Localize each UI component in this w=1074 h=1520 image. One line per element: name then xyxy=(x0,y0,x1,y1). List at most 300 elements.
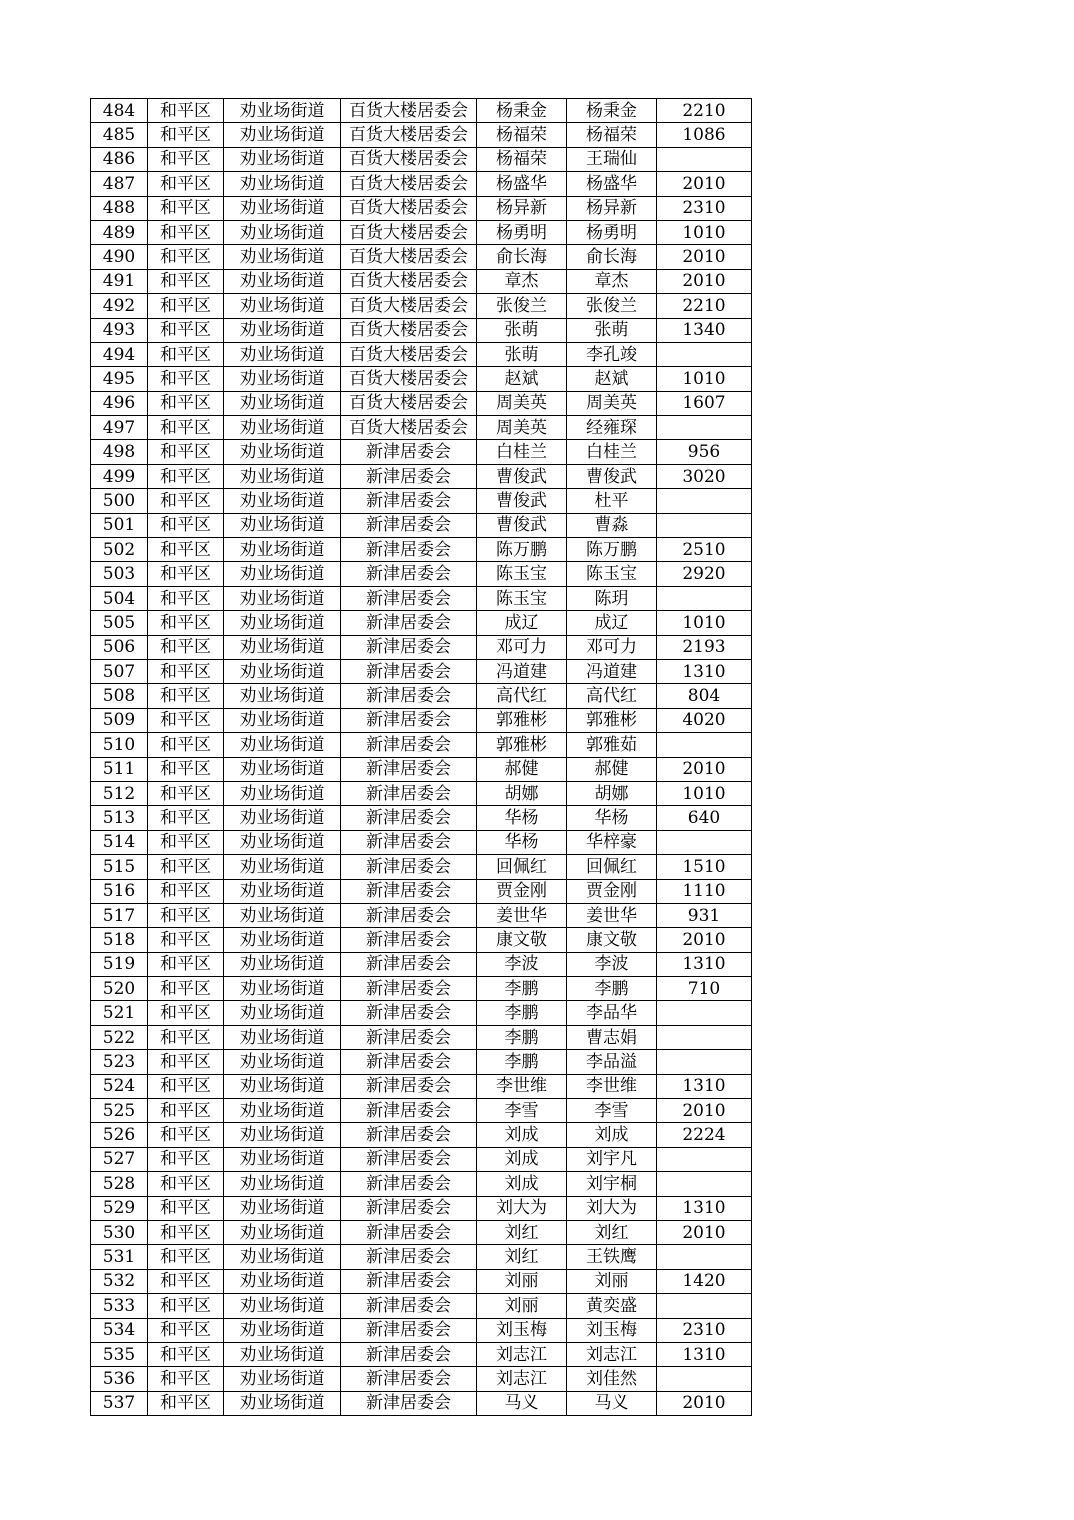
row-number-cell: 522 xyxy=(91,1025,148,1049)
district-cell: 和平区 xyxy=(148,489,224,513)
row-number-cell: 487 xyxy=(91,172,148,196)
householder-cell: 李鹏 xyxy=(477,1001,567,1025)
row-number-cell: 496 xyxy=(91,391,148,415)
member-cell: 冯道建 xyxy=(567,659,657,683)
amount-cell xyxy=(657,1050,752,1074)
row-number-cell: 533 xyxy=(91,1294,148,1318)
district-cell: 和平区 xyxy=(148,1074,224,1098)
row-number-cell: 491 xyxy=(91,269,148,293)
householder-cell: 白桂兰 xyxy=(477,440,567,464)
member-cell: 杨勇明 xyxy=(567,220,657,244)
amount-cell: 2010 xyxy=(657,1391,752,1415)
member-cell: 刘佳然 xyxy=(567,1367,657,1391)
street-cell: 劝业场街道 xyxy=(224,513,341,537)
street-cell: 劝业场街道 xyxy=(224,733,341,757)
amount-cell: 1420 xyxy=(657,1269,752,1293)
table-row xyxy=(91,513,752,537)
district-cell: 和平区 xyxy=(148,391,224,415)
committee-cell: 新津居委会 xyxy=(341,1391,477,1415)
member-cell: 李孔竣 xyxy=(567,342,657,366)
committee-cell: 新津居委会 xyxy=(341,855,477,879)
householder-cell: 周美英 xyxy=(477,416,567,440)
data-table xyxy=(90,98,752,1416)
householder-cell: 张萌 xyxy=(477,318,567,342)
table-row xyxy=(91,1391,752,1415)
member-cell: 刘宇凡 xyxy=(567,1147,657,1171)
householder-cell: 陈万鹏 xyxy=(477,538,567,562)
district-cell: 和平区 xyxy=(148,1245,224,1269)
district-cell: 和平区 xyxy=(148,1220,224,1244)
street-cell: 劝业场街道 xyxy=(224,1269,341,1293)
row-number-cell: 493 xyxy=(91,318,148,342)
householder-cell: 陈玉宝 xyxy=(477,562,567,586)
amount-cell: 2010 xyxy=(657,928,752,952)
householder-cell: 郭雅彬 xyxy=(477,708,567,732)
table-row xyxy=(91,1245,752,1269)
street-cell: 劝业场街道 xyxy=(224,99,341,123)
householder-cell: 杨福荣 xyxy=(477,147,567,171)
householder-cell: 李鹏 xyxy=(477,1025,567,1049)
district-cell: 和平区 xyxy=(148,903,224,927)
amount-cell: 2010 xyxy=(657,757,752,781)
table-row xyxy=(91,879,752,903)
table-row xyxy=(91,1074,752,1098)
table-row xyxy=(91,99,752,123)
table-row xyxy=(91,391,752,415)
member-cell: 刘宇桐 xyxy=(567,1172,657,1196)
street-cell: 劝业场街道 xyxy=(224,781,341,805)
street-cell: 劝业场街道 xyxy=(224,879,341,903)
member-cell: 刘大为 xyxy=(567,1196,657,1220)
district-cell: 和平区 xyxy=(148,318,224,342)
table-row xyxy=(91,1050,752,1074)
householder-cell: 杨勇明 xyxy=(477,220,567,244)
amount-cell: 1310 xyxy=(657,952,752,976)
committee-cell: 百货大楼居委会 xyxy=(341,196,477,220)
street-cell: 劝业场街道 xyxy=(224,1123,341,1147)
street-cell: 劝业场街道 xyxy=(224,977,341,1001)
district-cell: 和平区 xyxy=(148,1269,224,1293)
member-cell: 姜世华 xyxy=(567,903,657,927)
street-cell: 劝业场街道 xyxy=(224,1147,341,1171)
district-cell: 和平区 xyxy=(148,952,224,976)
street-cell: 劝业场街道 xyxy=(224,586,341,610)
member-cell: 李波 xyxy=(567,952,657,976)
committee-cell: 百货大楼居委会 xyxy=(341,245,477,269)
amount-cell: 2920 xyxy=(657,562,752,586)
member-cell: 白桂兰 xyxy=(567,440,657,464)
street-cell: 劝业场街道 xyxy=(224,708,341,732)
district-cell: 和平区 xyxy=(148,611,224,635)
member-cell: 杨秉金 xyxy=(567,99,657,123)
committee-cell: 新津居委会 xyxy=(341,806,477,830)
member-cell: 华杨 xyxy=(567,806,657,830)
committee-cell: 新津居委会 xyxy=(341,1074,477,1098)
committee-cell: 新津居委会 xyxy=(341,586,477,610)
committee-cell: 百货大楼居委会 xyxy=(341,342,477,366)
householder-cell: 刘红 xyxy=(477,1220,567,1244)
amount-cell: 1110 xyxy=(657,879,752,903)
street-cell: 劝业场街道 xyxy=(224,903,341,927)
committee-cell: 百货大楼居委会 xyxy=(341,172,477,196)
member-cell: 王铁鹰 xyxy=(567,1245,657,1269)
member-cell: 陈玉宝 xyxy=(567,562,657,586)
row-number-cell: 521 xyxy=(91,1001,148,1025)
street-cell: 劝业场街道 xyxy=(224,318,341,342)
street-cell: 劝业场街道 xyxy=(224,928,341,952)
committee-cell: 新津居委会 xyxy=(341,1342,477,1366)
committee-cell: 百货大楼居委会 xyxy=(341,220,477,244)
member-cell: 张萌 xyxy=(567,318,657,342)
householder-cell: 曹俊武 xyxy=(477,464,567,488)
district-cell: 和平区 xyxy=(148,1123,224,1147)
street-cell: 劝业场街道 xyxy=(224,757,341,781)
row-number-cell: 525 xyxy=(91,1099,148,1123)
district-cell: 和平区 xyxy=(148,684,224,708)
table-row xyxy=(91,757,752,781)
member-cell: 经雍琛 xyxy=(567,416,657,440)
householder-cell: 曹俊武 xyxy=(477,489,567,513)
committee-cell: 新津居委会 xyxy=(341,1245,477,1269)
row-number-cell: 534 xyxy=(91,1318,148,1342)
amount-cell: 640 xyxy=(657,806,752,830)
district-cell: 和平区 xyxy=(148,1391,224,1415)
street-cell: 劝业场街道 xyxy=(224,245,341,269)
row-number-cell: 502 xyxy=(91,538,148,562)
member-cell: 陈万鹏 xyxy=(567,538,657,562)
table-row xyxy=(91,562,752,586)
table-row xyxy=(91,489,752,513)
street-cell: 劝业场街道 xyxy=(224,1074,341,1098)
table-row xyxy=(91,172,752,196)
householder-cell: 刘大为 xyxy=(477,1196,567,1220)
member-cell: 李雪 xyxy=(567,1099,657,1123)
district-cell: 和平区 xyxy=(148,294,224,318)
amount-cell: 1340 xyxy=(657,318,752,342)
district-cell: 和平区 xyxy=(148,855,224,879)
committee-cell: 新津居委会 xyxy=(341,513,477,537)
amount-cell: 2010 xyxy=(657,1099,752,1123)
amount-cell xyxy=(657,342,752,366)
householder-cell: 李世维 xyxy=(477,1074,567,1098)
amount-cell xyxy=(657,513,752,537)
householder-cell: 冯道建 xyxy=(477,659,567,683)
amount-cell: 2010 xyxy=(657,245,752,269)
amount-cell: 2510 xyxy=(657,538,752,562)
committee-cell: 百货大楼居委会 xyxy=(341,99,477,123)
householder-cell: 刘成 xyxy=(477,1172,567,1196)
table-row xyxy=(91,440,752,464)
table-row xyxy=(91,586,752,610)
street-cell: 劝业场街道 xyxy=(224,1050,341,1074)
householder-cell: 李波 xyxy=(477,952,567,976)
row-number-cell: 507 xyxy=(91,659,148,683)
table-row xyxy=(91,1025,752,1049)
member-cell: 章杰 xyxy=(567,269,657,293)
street-cell: 劝业场街道 xyxy=(224,806,341,830)
row-number-cell: 513 xyxy=(91,806,148,830)
committee-cell: 新津居委会 xyxy=(341,489,477,513)
street-cell: 劝业场街道 xyxy=(224,440,341,464)
amount-cell: 2210 xyxy=(657,294,752,318)
amount-cell: 2310 xyxy=(657,196,752,220)
committee-cell: 新津居委会 xyxy=(341,903,477,927)
committee-cell: 新津居委会 xyxy=(341,1269,477,1293)
member-cell: 周美英 xyxy=(567,391,657,415)
table-row xyxy=(91,1001,752,1025)
householder-cell: 成辽 xyxy=(477,611,567,635)
householder-cell: 胡娜 xyxy=(477,781,567,805)
street-cell: 劝业场街道 xyxy=(224,123,341,147)
row-number-cell: 518 xyxy=(91,928,148,952)
row-number-cell: 509 xyxy=(91,708,148,732)
householder-cell: 回佩红 xyxy=(477,855,567,879)
table-row xyxy=(91,635,752,659)
member-cell: 李品溢 xyxy=(567,1050,657,1074)
committee-cell: 百货大楼居委会 xyxy=(341,294,477,318)
amount-cell: 1010 xyxy=(657,611,752,635)
amount-cell xyxy=(657,416,752,440)
table-row xyxy=(91,781,752,805)
table-row xyxy=(91,708,752,732)
amount-cell: 1010 xyxy=(657,367,752,391)
district-cell: 和平区 xyxy=(148,757,224,781)
row-number-cell: 536 xyxy=(91,1367,148,1391)
row-number-cell: 524 xyxy=(91,1074,148,1098)
amount-cell: 3020 xyxy=(657,464,752,488)
table-row xyxy=(91,196,752,220)
table-row xyxy=(91,1147,752,1171)
table-row xyxy=(91,952,752,976)
table-row xyxy=(91,830,752,854)
householder-cell: 陈玉宝 xyxy=(477,586,567,610)
householder-cell: 曹俊武 xyxy=(477,513,567,537)
householder-cell: 贾金刚 xyxy=(477,879,567,903)
amount-cell xyxy=(657,147,752,171)
table-row xyxy=(91,1294,752,1318)
member-cell: 马义 xyxy=(567,1391,657,1415)
committee-cell: 新津居委会 xyxy=(341,830,477,854)
member-cell: 李鹏 xyxy=(567,977,657,1001)
district-cell: 和平区 xyxy=(148,562,224,586)
member-cell: 赵斌 xyxy=(567,367,657,391)
table-row xyxy=(91,1220,752,1244)
committee-cell: 新津居委会 xyxy=(341,1123,477,1147)
householder-cell: 杨盛华 xyxy=(477,172,567,196)
street-cell: 劝业场街道 xyxy=(224,342,341,366)
committee-cell: 新津居委会 xyxy=(341,733,477,757)
row-number-cell: 498 xyxy=(91,440,148,464)
table-row xyxy=(91,903,752,927)
committee-cell: 新津居委会 xyxy=(341,708,477,732)
amount-cell xyxy=(657,1294,752,1318)
district-cell: 和平区 xyxy=(148,1050,224,1074)
row-number-cell: 528 xyxy=(91,1172,148,1196)
row-number-cell: 520 xyxy=(91,977,148,1001)
row-number-cell: 506 xyxy=(91,635,148,659)
table-row xyxy=(91,1099,752,1123)
street-cell: 劝业场街道 xyxy=(224,294,341,318)
street-cell: 劝业场街道 xyxy=(224,196,341,220)
district-cell: 和平区 xyxy=(148,1318,224,1342)
member-cell: 张俊兰 xyxy=(567,294,657,318)
district-cell: 和平区 xyxy=(148,781,224,805)
committee-cell: 新津居委会 xyxy=(341,659,477,683)
householder-cell: 刘志江 xyxy=(477,1342,567,1366)
committee-cell: 新津居委会 xyxy=(341,464,477,488)
street-cell: 劝业场街道 xyxy=(224,952,341,976)
committee-cell: 百货大楼居委会 xyxy=(341,123,477,147)
amount-cell xyxy=(657,733,752,757)
amount-cell: 1607 xyxy=(657,391,752,415)
district-cell: 和平区 xyxy=(148,659,224,683)
street-cell: 劝业场街道 xyxy=(224,1367,341,1391)
table-row xyxy=(91,294,752,318)
district-cell: 和平区 xyxy=(148,123,224,147)
amount-cell xyxy=(657,586,752,610)
table-row xyxy=(91,416,752,440)
table-row xyxy=(91,1269,752,1293)
member-cell: 刘成 xyxy=(567,1123,657,1147)
street-cell: 劝业场街道 xyxy=(224,830,341,854)
member-cell: 刘玉梅 xyxy=(567,1318,657,1342)
street-cell: 劝业场街道 xyxy=(224,464,341,488)
amount-cell xyxy=(657,1025,752,1049)
committee-cell: 百货大楼居委会 xyxy=(341,367,477,391)
committee-cell: 新津居委会 xyxy=(341,1025,477,1049)
district-cell: 和平区 xyxy=(148,1099,224,1123)
row-number-cell: 531 xyxy=(91,1245,148,1269)
table-body xyxy=(91,99,752,1416)
row-number-cell: 497 xyxy=(91,416,148,440)
householder-cell: 刘成 xyxy=(477,1123,567,1147)
row-number-cell: 537 xyxy=(91,1391,148,1415)
householder-cell: 李鹏 xyxy=(477,977,567,1001)
row-number-cell: 484 xyxy=(91,99,148,123)
table-row xyxy=(91,928,752,952)
street-cell: 劝业场街道 xyxy=(224,1391,341,1415)
householder-cell: 姜世华 xyxy=(477,903,567,927)
district-cell: 和平区 xyxy=(148,1001,224,1025)
district-cell: 和平区 xyxy=(148,1294,224,1318)
district-cell: 和平区 xyxy=(148,708,224,732)
district-cell: 和平区 xyxy=(148,416,224,440)
row-number-cell: 504 xyxy=(91,586,148,610)
committee-cell: 百货大楼居委会 xyxy=(341,318,477,342)
district-cell: 和平区 xyxy=(148,269,224,293)
row-number-cell: 501 xyxy=(91,513,148,537)
member-cell: 高代红 xyxy=(567,684,657,708)
street-cell: 劝业场街道 xyxy=(224,172,341,196)
householder-cell: 杨秉金 xyxy=(477,99,567,123)
member-cell: 刘丽 xyxy=(567,1269,657,1293)
amount-cell: 1310 xyxy=(657,1196,752,1220)
street-cell: 劝业场街道 xyxy=(224,1318,341,1342)
table-row xyxy=(91,611,752,635)
member-cell: 回佩红 xyxy=(567,855,657,879)
committee-cell: 百货大楼居委会 xyxy=(341,391,477,415)
street-cell: 劝业场街道 xyxy=(224,220,341,244)
committee-cell: 新津居委会 xyxy=(341,611,477,635)
member-cell: 贾金刚 xyxy=(567,879,657,903)
amount-cell: 2224 xyxy=(657,1123,752,1147)
householder-cell: 周美英 xyxy=(477,391,567,415)
member-cell: 黄奕盛 xyxy=(567,1294,657,1318)
committee-cell: 新津居委会 xyxy=(341,1367,477,1391)
table-row xyxy=(91,464,752,488)
row-number-cell: 514 xyxy=(91,830,148,854)
row-number-cell: 499 xyxy=(91,464,148,488)
table-row xyxy=(91,684,752,708)
householder-cell: 康文敬 xyxy=(477,928,567,952)
row-number-cell: 488 xyxy=(91,196,148,220)
row-number-cell: 492 xyxy=(91,294,148,318)
member-cell: 刘志江 xyxy=(567,1342,657,1366)
committee-cell: 新津居委会 xyxy=(341,879,477,903)
householder-cell: 张俊兰 xyxy=(477,294,567,318)
member-cell: 曹志娟 xyxy=(567,1025,657,1049)
district-cell: 和平区 xyxy=(148,1196,224,1220)
householder-cell: 李鹏 xyxy=(477,1050,567,1074)
street-cell: 劝业场街道 xyxy=(224,1172,341,1196)
householder-cell: 杨异新 xyxy=(477,196,567,220)
row-number-cell: 505 xyxy=(91,611,148,635)
table-row xyxy=(91,342,752,366)
district-cell: 和平区 xyxy=(148,586,224,610)
table-row xyxy=(91,1367,752,1391)
row-number-cell: 512 xyxy=(91,781,148,805)
table-row xyxy=(91,245,752,269)
district-cell: 和平区 xyxy=(148,733,224,757)
district-cell: 和平区 xyxy=(148,513,224,537)
row-number-cell: 500 xyxy=(91,489,148,513)
table-row xyxy=(91,1123,752,1147)
amount-cell: 1086 xyxy=(657,123,752,147)
district-cell: 和平区 xyxy=(148,1025,224,1049)
district-cell: 和平区 xyxy=(148,440,224,464)
householder-cell: 郝健 xyxy=(477,757,567,781)
committee-cell: 百货大楼居委会 xyxy=(341,416,477,440)
householder-cell: 刘红 xyxy=(477,1245,567,1269)
row-number-cell: 511 xyxy=(91,757,148,781)
table-row xyxy=(91,367,752,391)
table-row xyxy=(91,1172,752,1196)
committee-cell: 新津居委会 xyxy=(341,635,477,659)
table-row xyxy=(91,1196,752,1220)
table-row xyxy=(91,1318,752,1342)
district-cell: 和平区 xyxy=(148,1342,224,1366)
district-cell: 和平区 xyxy=(148,464,224,488)
street-cell: 劝业场街道 xyxy=(224,1245,341,1269)
row-number-cell: 526 xyxy=(91,1123,148,1147)
street-cell: 劝业场街道 xyxy=(224,367,341,391)
table-row xyxy=(91,147,752,171)
householder-cell: 张萌 xyxy=(477,342,567,366)
amount-cell: 710 xyxy=(657,977,752,1001)
row-number-cell: 532 xyxy=(91,1269,148,1293)
amount-cell: 1310 xyxy=(657,1074,752,1098)
amount-cell: 2010 xyxy=(657,172,752,196)
amount-cell: 931 xyxy=(657,903,752,927)
householder-cell: 郭雅彬 xyxy=(477,733,567,757)
householder-cell: 刘玉梅 xyxy=(477,1318,567,1342)
district-cell: 和平区 xyxy=(148,172,224,196)
committee-cell: 新津居委会 xyxy=(341,1001,477,1025)
row-number-cell: 516 xyxy=(91,879,148,903)
street-cell: 劝业场街道 xyxy=(224,538,341,562)
row-number-cell: 529 xyxy=(91,1196,148,1220)
row-number-cell: 486 xyxy=(91,147,148,171)
